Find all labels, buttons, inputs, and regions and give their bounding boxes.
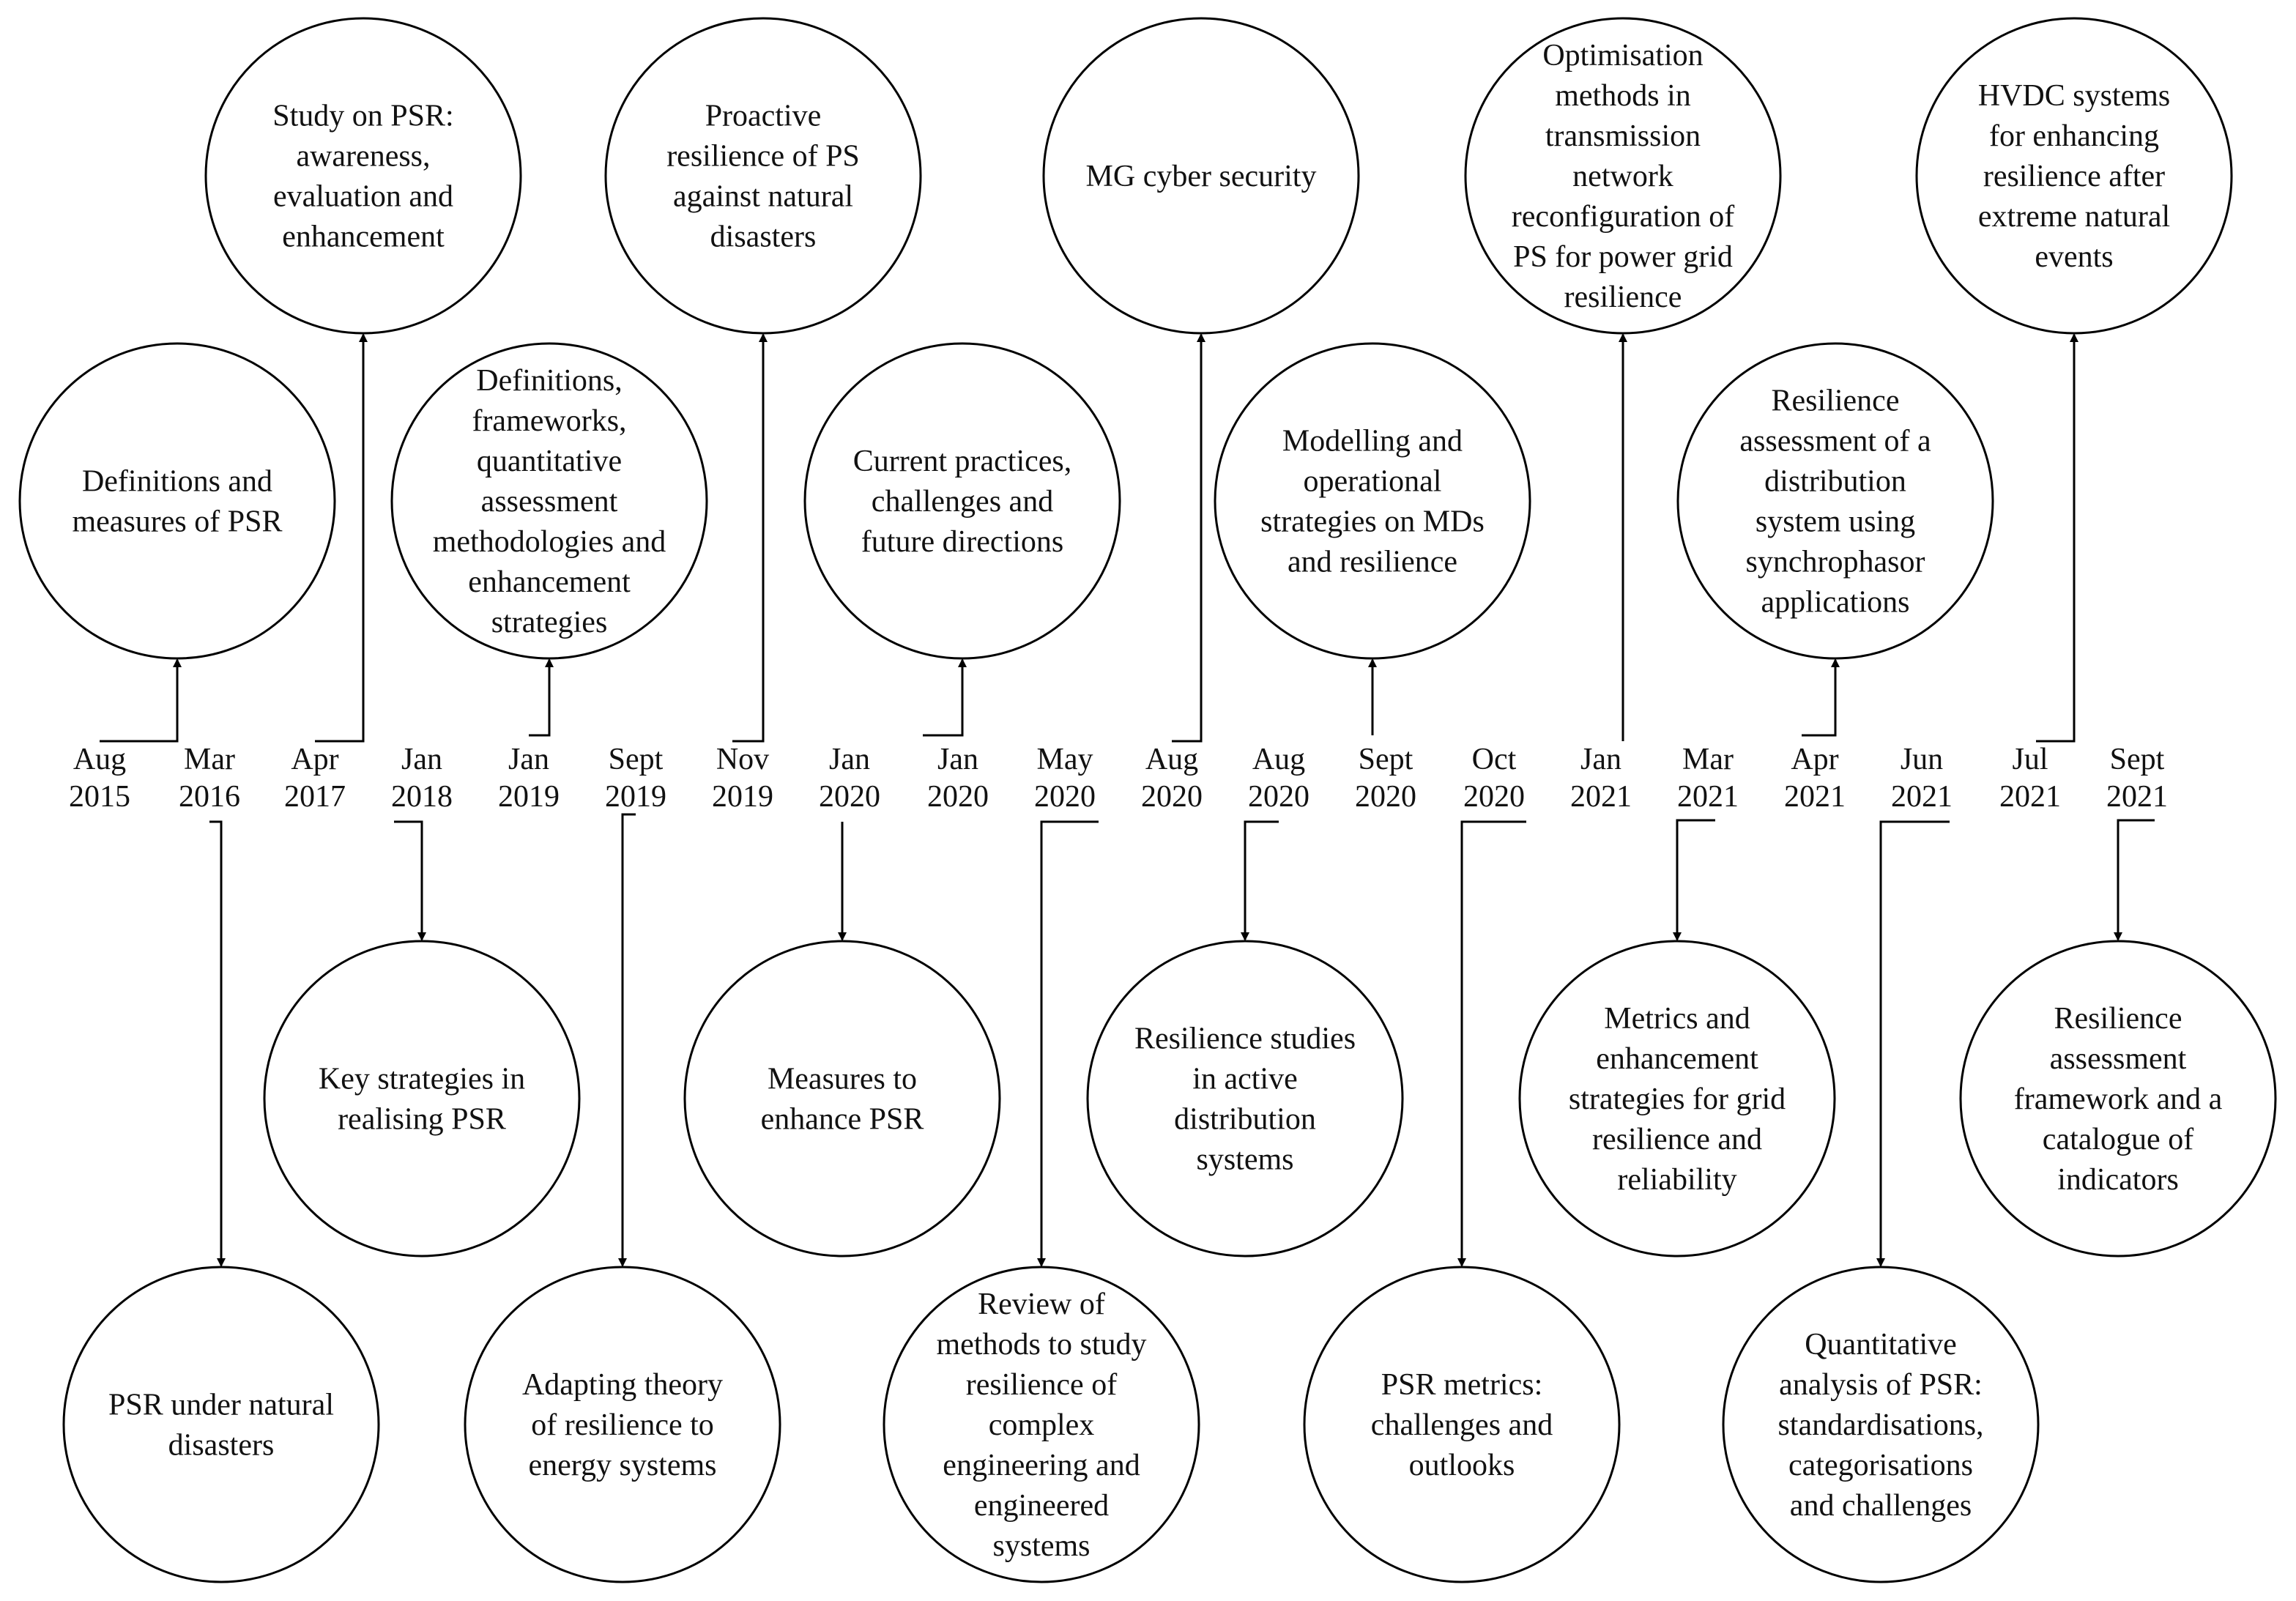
connector-arrow	[1245, 822, 1279, 940]
topic-label-line: future directions	[861, 525, 1064, 559]
topic-label-line: Current practices,	[852, 445, 1072, 478]
connector-arrow	[529, 660, 549, 735]
date-month: Aug	[1252, 743, 1306, 776]
date-year: 2016	[179, 780, 240, 814]
topic-label-line: Definitions,	[476, 364, 623, 398]
connector-arrow	[623, 814, 636, 1266]
topic-label-line: standardisations,	[1777, 1408, 1984, 1442]
date-month: May	[1036, 743, 1093, 776]
topic-node	[1520, 941, 1835, 1256]
connector-arrow	[732, 335, 763, 741]
topic-node	[1678, 343, 1993, 658]
topic-label-line: assessment of a	[1739, 424, 1931, 458]
topic-label-line: system using	[1755, 505, 1916, 539]
topic-label-line: transmission	[1545, 119, 1701, 153]
topic-node	[64, 1267, 379, 1582]
topic-label-line: synchrophasor	[1745, 545, 1925, 579]
topic-label-line: applications	[1761, 585, 1910, 620]
topic-label-line: Resilience	[2054, 1002, 2182, 1036]
topic-label-line: Definitions and	[81, 464, 273, 499]
date-year: 2019	[498, 780, 560, 814]
topic-label-line: outlooks	[1408, 1449, 1515, 1482]
topic-node	[465, 1267, 780, 1582]
topic-circle	[20, 343, 335, 658]
connector-arrow	[1462, 822, 1526, 1266]
topic-label-line: network	[1572, 160, 1673, 193]
date-month: Jan	[1580, 743, 1621, 776]
topic-label-line: framework and a	[2013, 1082, 2223, 1116]
topic-label-line: disasters	[710, 220, 817, 254]
date-month: Oct	[1471, 743, 1517, 776]
date-year: 2021	[1891, 780, 1953, 814]
topic-label-line: methods to study	[936, 1328, 1147, 1362]
connector-arrow	[1677, 820, 1715, 940]
topic-node	[1465, 18, 1780, 333]
connector-arrow	[394, 822, 422, 940]
topic-label-line: energy systems	[528, 1449, 717, 1482]
connector-arrow	[1172, 335, 1201, 741]
topic-node	[1215, 343, 1530, 658]
topic-circle	[1088, 941, 1403, 1256]
topic-label-line: challenges and	[871, 485, 1054, 519]
topic-node	[1304, 1267, 1619, 1582]
date-year: 2021	[1999, 780, 2061, 814]
topic-node	[884, 1267, 1199, 1582]
topic-label-line: assessment	[2049, 1042, 2187, 1076]
topic-label-line: Adapting theory	[521, 1368, 724, 1402]
connector-arrow	[100, 660, 177, 741]
topic-node	[1723, 1267, 2038, 1582]
topic-label-line: Review of	[978, 1288, 1105, 1321]
topic-label-line: realising PSR	[338, 1102, 506, 1137]
topic-label-line: resilience after	[1983, 160, 2166, 193]
date-year: 2017	[284, 780, 346, 814]
topic-label-line: resilience of	[965, 1368, 1118, 1402]
topic-label-line: Proactive	[705, 99, 822, 133]
date-year: 2020	[1248, 780, 1309, 814]
topic-label-line: distribution	[1174, 1102, 1316, 1137]
topic-label-line: and challenges	[1789, 1489, 1972, 1523]
topic-circle	[606, 18, 921, 333]
topic-label-line: events	[2035, 240, 2114, 274]
topic-label-line: Measures to	[767, 1062, 918, 1096]
date-month: Sept	[608, 743, 664, 776]
date-year: 2020	[1141, 780, 1203, 814]
topic-label-line: enhance PSR	[760, 1102, 924, 1137]
topic-label-line: HVDC systems	[1977, 79, 2171, 113]
connector-arrow	[1881, 822, 1950, 1266]
topic-node	[264, 941, 579, 1256]
date-month: Aug	[73, 743, 127, 776]
topic-label-line: MG cyber security	[1085, 160, 1317, 193]
topic-label-line: analysis of PSR:	[1779, 1368, 1983, 1402]
topic-circle	[206, 18, 521, 333]
date-year: 2021	[2106, 780, 2168, 814]
topic-label-line: resilience and	[1591, 1123, 1763, 1156]
topic-label-line: Key strategies in	[318, 1062, 526, 1096]
topic-label-line: against natural	[672, 179, 854, 214]
date-year: 2019	[712, 780, 773, 814]
topic-circle	[685, 941, 1000, 1256]
date-year: 2021	[1677, 780, 1739, 814]
topic-label-line: Optimisation	[1542, 39, 1704, 73]
topic-node	[392, 343, 707, 658]
topic-label-line: strategies	[491, 606, 608, 639]
date-month: Sept	[1358, 743, 1413, 776]
topic-node	[1917, 18, 2232, 333]
topic-label-line: reconfiguration of	[1511, 200, 1735, 234]
topic-label-line: PS for power grid	[1513, 240, 1733, 274]
topic-label-line: challenges and	[1370, 1408, 1553, 1442]
topic-label-line: systems	[1196, 1143, 1294, 1177]
topic-label-line: Study on PSR:	[272, 99, 454, 133]
topic-label-line: distribution	[1764, 464, 1906, 499]
connector-arrow	[2036, 335, 2074, 741]
topic-label-line: strategies for grid	[1568, 1082, 1786, 1116]
date-year: 2019	[605, 780, 666, 814]
topic-label-line: operational	[1303, 464, 1442, 499]
date-month: Jun	[1900, 743, 1944, 776]
topic-label-line: engineered	[973, 1489, 1110, 1523]
date-year: 2020	[819, 780, 880, 814]
topic-label-line: systems	[992, 1529, 1091, 1563]
topic-node	[685, 941, 1000, 1256]
topic-label-line: quantitative	[476, 445, 623, 478]
topic-label-line: for enhancing	[1988, 119, 2160, 153]
connector-arrow	[923, 660, 962, 735]
topic-label-line: strategies on MDs	[1260, 505, 1485, 539]
topic-label-line: resilience of PS	[666, 139, 860, 174]
date-month: Jul	[2012, 743, 2048, 776]
date-month: Nov	[716, 743, 770, 776]
date-month: Jan	[829, 743, 870, 776]
topic-label-line: evaluation and	[272, 179, 454, 214]
topic-label-line: Modelling and	[1282, 424, 1463, 458]
topic-label-line: enhancement	[1596, 1042, 1758, 1076]
topic-node	[1088, 941, 1403, 1256]
date-month: Apr	[291, 743, 339, 776]
connector-arrow	[1802, 660, 1835, 735]
topic-label-line: Quantitative	[1805, 1328, 1957, 1362]
connector-arrow	[2118, 820, 2155, 940]
topic-label-line: PSR under natural	[108, 1388, 334, 1422]
topic-label-line: in active	[1192, 1062, 1298, 1096]
topic-label-line: reliability	[1617, 1163, 1737, 1197]
topic-label-line: Resilience	[1771, 384, 1900, 418]
topic-label-line: methods in	[1555, 79, 1691, 113]
topic-node	[1961, 941, 2275, 1256]
topic-node	[1044, 18, 1359, 333]
date-year: 2020	[1463, 780, 1525, 814]
topic-label-line: complex	[988, 1408, 1095, 1442]
topic-label-line: disasters	[168, 1428, 275, 1463]
date-month: Jan	[401, 743, 442, 776]
date-month: Mar	[184, 743, 235, 776]
topic-label-line: of resilience to	[531, 1408, 714, 1442]
date-month: Apr	[1791, 743, 1839, 776]
topic-label-line: engineering and	[943, 1449, 1140, 1482]
topic-node	[20, 343, 335, 658]
connector-arrow	[209, 822, 221, 1266]
date-year: 2020	[1034, 780, 1096, 814]
topic-label-line: measures of PSR	[72, 505, 283, 539]
date-year: 2015	[69, 780, 130, 814]
connector-arrow	[1041, 822, 1099, 1266]
topic-node	[805, 343, 1120, 658]
date-month: Sept	[2109, 743, 2165, 776]
date-year: 2018	[391, 780, 453, 814]
topic-label-line: catalogue of	[2042, 1123, 2194, 1156]
topic-circle	[64, 1267, 379, 1582]
date-month: Mar	[1682, 743, 1734, 776]
date-month: Jan	[937, 743, 978, 776]
topic-label-line: frameworks,	[472, 404, 627, 438]
topic-node	[206, 18, 521, 333]
topic-node	[606, 18, 921, 333]
date-year: 2020	[927, 780, 989, 814]
topic-label-line: PSR metrics:	[1381, 1368, 1543, 1402]
topic-label-line: and resilience	[1287, 545, 1458, 579]
topic-circle	[1215, 343, 1530, 658]
topic-circle	[264, 941, 579, 1256]
topic-label-line: Metrics and	[1604, 1002, 1750, 1036]
date-month: Aug	[1145, 743, 1199, 776]
topic-label-line: enhancement	[282, 220, 445, 254]
topic-label-line: enhancement	[468, 565, 631, 599]
topic-label-line: extreme natural	[1977, 200, 2171, 234]
topic-label-line: categorisations	[1788, 1449, 1973, 1482]
topic-label-line: assessment	[480, 485, 618, 519]
topic-label-line: resilience	[1564, 281, 1682, 314]
date-month: Jan	[508, 743, 549, 776]
topic-label-line: Resilience studies	[1134, 1022, 1356, 1056]
date-year: 2021	[1784, 780, 1846, 814]
date-labels	[69, 743, 2168, 814]
topic-label-line: awareness,	[296, 139, 431, 174]
date-year: 2021	[1570, 780, 1632, 814]
topic-label-line: methodologies and	[432, 525, 666, 559]
topic-label-line: indicators	[2057, 1163, 2179, 1197]
date-year: 2020	[1355, 780, 1416, 814]
